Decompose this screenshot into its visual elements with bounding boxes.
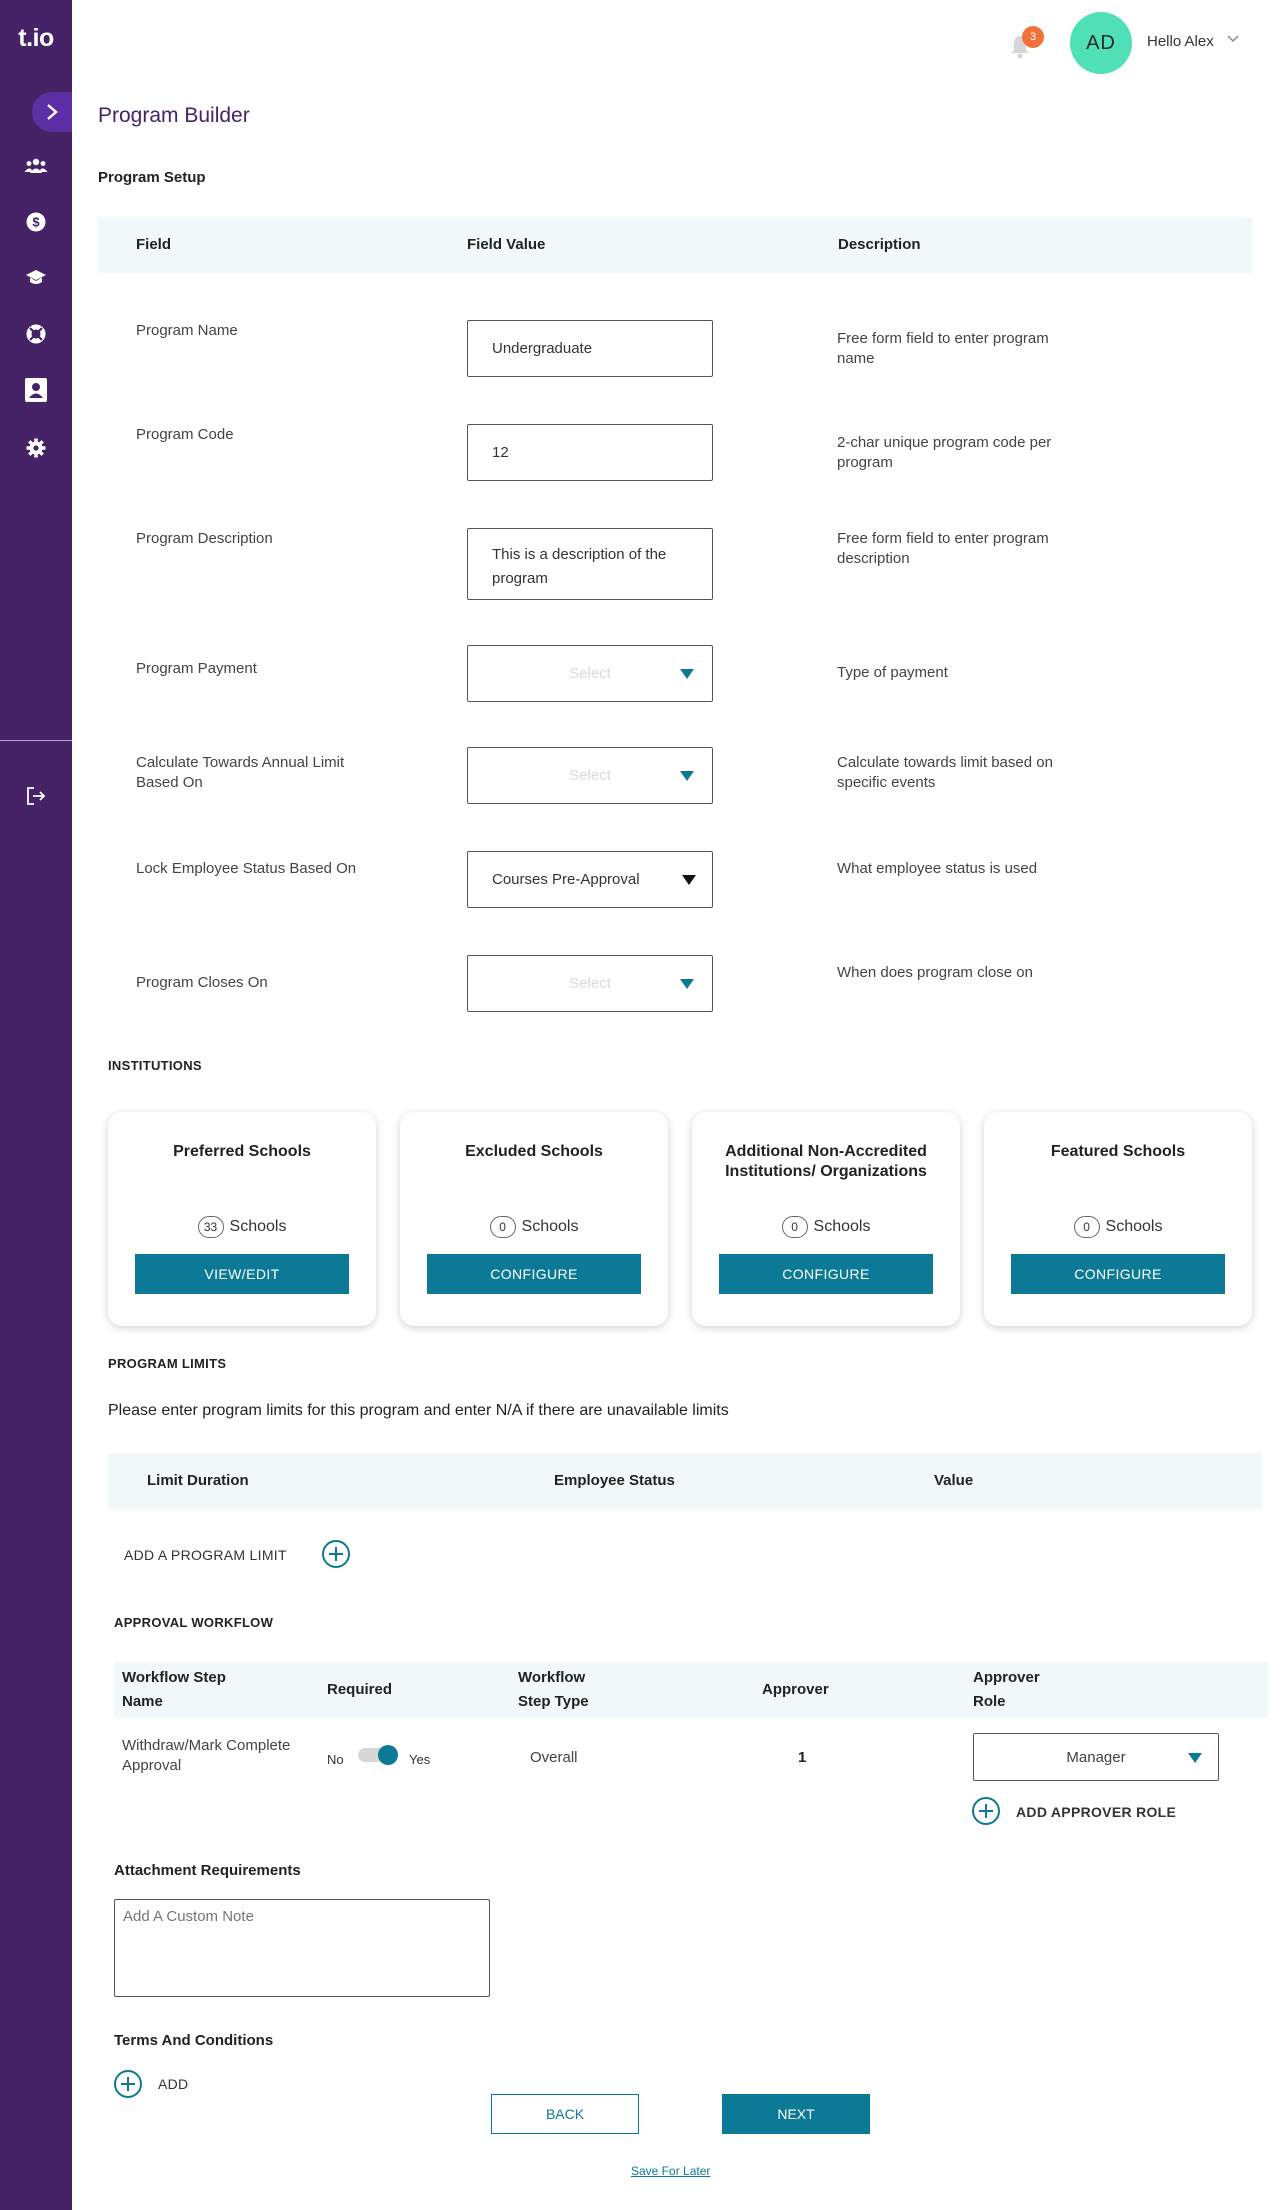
custom-note-input[interactable] bbox=[114, 1899, 490, 1997]
program-limits-title: PROGRAM LIMITS bbox=[108, 1356, 227, 1371]
logout-button[interactable] bbox=[0, 776, 72, 816]
back-button[interactable]: BACK bbox=[491, 2094, 639, 2134]
sidebar-item-settings[interactable] bbox=[0, 428, 72, 468]
configure-featured-button[interactable]: CONFIGURE bbox=[1011, 1254, 1225, 1294]
sidebar-item-education[interactable] bbox=[0, 258, 72, 298]
annual-limit-description: Calculate towards limit based on specific events bbox=[837, 754, 1053, 791]
column-header-step-type: Workflow Step Type bbox=[518, 1669, 589, 1710]
attachment-requirements-title: Attachment Requirements bbox=[114, 1862, 301, 1879]
add-terms-label[interactable]: ADD bbox=[158, 2076, 189, 2092]
svg-text:$: $ bbox=[32, 214, 40, 230]
terms-title: Terms And Conditions bbox=[114, 2032, 274, 2049]
column-header-limit-duration: Limit Duration bbox=[147, 1472, 249, 1489]
configure-excluded-button[interactable]: CONFIGURE bbox=[427, 1254, 641, 1294]
approver-role-select-value: Manager bbox=[1066, 1748, 1126, 1766]
next-button[interactable]: NEXT bbox=[722, 2094, 870, 2134]
workflow-table-header bbox=[114, 1662, 1268, 1718]
count-unit: Schools bbox=[229, 1218, 287, 1235]
column-header-step-name: Workflow Step Name bbox=[122, 1669, 226, 1710]
caret-down-icon bbox=[680, 771, 694, 781]
count-pill: 0 bbox=[782, 1216, 808, 1238]
app-logo: t.io bbox=[18, 24, 54, 52]
program-description-input[interactable]: This is a description of the program bbox=[467, 528, 713, 600]
count-pill: 33 bbox=[198, 1216, 224, 1238]
sidebar bbox=[0, 0, 72, 2210]
caret-down-icon bbox=[680, 669, 694, 679]
excluded-schools-card bbox=[400, 1112, 668, 1326]
program-closes-label: Program Closes On bbox=[136, 974, 268, 991]
count-pill: 0 bbox=[1074, 1216, 1100, 1238]
program-closes-select-value: Select bbox=[569, 975, 611, 992]
program-setup-title: Program Setup bbox=[98, 169, 206, 186]
sidebar-item-people[interactable] bbox=[0, 146, 72, 186]
program-description-description: Free form field to enter program description bbox=[837, 530, 1049, 567]
dollar-icon bbox=[26, 212, 46, 232]
lock-status-label: Lock Employee Status Based On bbox=[136, 860, 357, 877]
toggle-yes-label: Yes bbox=[409, 1752, 431, 1767]
setup-table-header bbox=[98, 217, 1252, 273]
column-header-field-value: Field Value bbox=[467, 236, 546, 253]
add-program-limit-icon[interactable] bbox=[322, 1540, 350, 1568]
program-description-label: Program Description bbox=[136, 530, 273, 547]
annual-limit-label: Calculate Towards Annual Limit Based On bbox=[136, 754, 345, 791]
workflow-step-type: Overall bbox=[530, 1749, 578, 1766]
annual-limit-select-value: Select bbox=[569, 767, 611, 784]
program-name-input[interactable]: Undergraduate bbox=[467, 320, 713, 377]
column-header-required: Required bbox=[327, 1681, 393, 1698]
program-limits-intro: Please enter program limits for this program and enter N/A if there are unavailable limits bbox=[108, 1402, 729, 1419]
lock-status-select-value: Courses Pre-Approval bbox=[492, 871, 640, 888]
card-title: Preferred Schools bbox=[173, 1143, 311, 1160]
program-name-label: Program Name bbox=[136, 322, 238, 339]
caret-down-icon bbox=[680, 979, 694, 989]
program-payment-select[interactable] bbox=[467, 645, 713, 702]
add-terms-icon[interactable] bbox=[114, 2070, 142, 2098]
non-accredited-card bbox=[692, 1112, 960, 1326]
column-header-employee-status: Employee Status bbox=[554, 1472, 675, 1489]
count-unit: Schools bbox=[1105, 1218, 1163, 1235]
program-payment-label: Program Payment bbox=[136, 660, 257, 677]
column-header-approver-role: Approver Role bbox=[973, 1669, 1040, 1710]
school-count bbox=[400, 1216, 668, 1238]
program-closes-select[interactable] bbox=[467, 955, 713, 1012]
program-payment-description: Type of payment bbox=[837, 664, 948, 681]
expand-sidebar-button[interactable] bbox=[32, 92, 72, 132]
graduation-cap-icon bbox=[25, 269, 47, 287]
annual-limit-select[interactable] bbox=[467, 747, 713, 804]
count-unit: Schools bbox=[813, 1218, 871, 1235]
column-header-field: Field bbox=[136, 236, 172, 253]
featured-schools-card bbox=[984, 1112, 1252, 1326]
lifebuoy-icon bbox=[26, 324, 46, 344]
view-edit-preferred-button[interactable]: VIEW/EDIT bbox=[135, 1254, 349, 1294]
approver-role-select[interactable] bbox=[973, 1733, 1219, 1781]
chevron-down-icon[interactable] bbox=[1226, 34, 1240, 44]
program-code-input[interactable]: 12 bbox=[467, 424, 713, 481]
sidebar-item-support[interactable] bbox=[0, 314, 72, 354]
program-code-label: Program Code bbox=[136, 426, 234, 443]
save-for-later-link[interactable]: Save For Later bbox=[631, 2164, 711, 2178]
card-title: Featured Schools bbox=[1050, 1143, 1186, 1160]
program-code-description: 2-char unique program code per program bbox=[837, 434, 1052, 471]
approval-workflow-title: APPROVAL WORKFLOW bbox=[114, 1615, 274, 1630]
add-approver-role-label[interactable]: ADD APPROVER ROLE bbox=[1016, 1804, 1177, 1820]
sidebar-item-payments[interactable] bbox=[0, 202, 72, 242]
add-approver-role-icon[interactable] bbox=[972, 1797, 1000, 1825]
program-closes-description: When does program close on bbox=[837, 964, 1033, 981]
card-title: Additional Non-Accredited Institutions/ Organizations bbox=[725, 1143, 927, 1180]
school-count bbox=[108, 1216, 376, 1238]
institutions-title: INSTITUTIONS bbox=[108, 1058, 202, 1073]
notification-count-badge: 3 bbox=[1022, 26, 1044, 48]
count-unit: Schools bbox=[521, 1218, 579, 1235]
column-header-approver: Approver bbox=[762, 1681, 829, 1698]
logout-icon bbox=[26, 786, 46, 806]
gear-icon bbox=[26, 438, 46, 458]
avatar[interactable]: AD bbox=[1070, 12, 1132, 74]
preferred-schools-card bbox=[108, 1112, 376, 1326]
page-title: Program Builder bbox=[98, 104, 250, 127]
card-title: Excluded Schools bbox=[465, 1143, 603, 1160]
toggle-no-label: No bbox=[327, 1752, 344, 1767]
limits-table-header bbox=[108, 1453, 1262, 1509]
lock-status-description: What employee status is used bbox=[837, 860, 1038, 877]
column-header-description: Description bbox=[838, 236, 921, 253]
school-count bbox=[984, 1216, 1252, 1238]
count-pill: 0 bbox=[490, 1216, 516, 1238]
school-count bbox=[692, 1216, 960, 1238]
lock-status-select[interactable] bbox=[467, 851, 713, 908]
user-greeting[interactable]: Hello Alex bbox=[1147, 33, 1214, 50]
add-program-limit-label[interactable]: ADD A PROGRAM LIMIT bbox=[124, 1547, 287, 1563]
people-icon bbox=[24, 158, 48, 174]
caret-down-icon bbox=[682, 875, 696, 885]
workflow-step-name: Withdraw/Mark Complete Approval bbox=[122, 1737, 291, 1774]
approver-count: 1 bbox=[798, 1749, 807, 1766]
caret-down-icon bbox=[1188, 1753, 1202, 1763]
required-toggle-knob[interactable] bbox=[378, 1745, 398, 1765]
sidebar-divider bbox=[0, 740, 72, 741]
column-header-value: Value bbox=[934, 1472, 974, 1489]
sidebar-item-contacts[interactable] bbox=[0, 370, 72, 410]
configure-non-accredited-button[interactable]: CONFIGURE bbox=[719, 1254, 933, 1294]
contact-card-icon bbox=[25, 378, 47, 402]
program-name-description: Free form field to enter program name bbox=[837, 330, 1049, 367]
program-payment-select-value: Select bbox=[569, 665, 611, 682]
chevron-right-icon bbox=[45, 103, 59, 121]
